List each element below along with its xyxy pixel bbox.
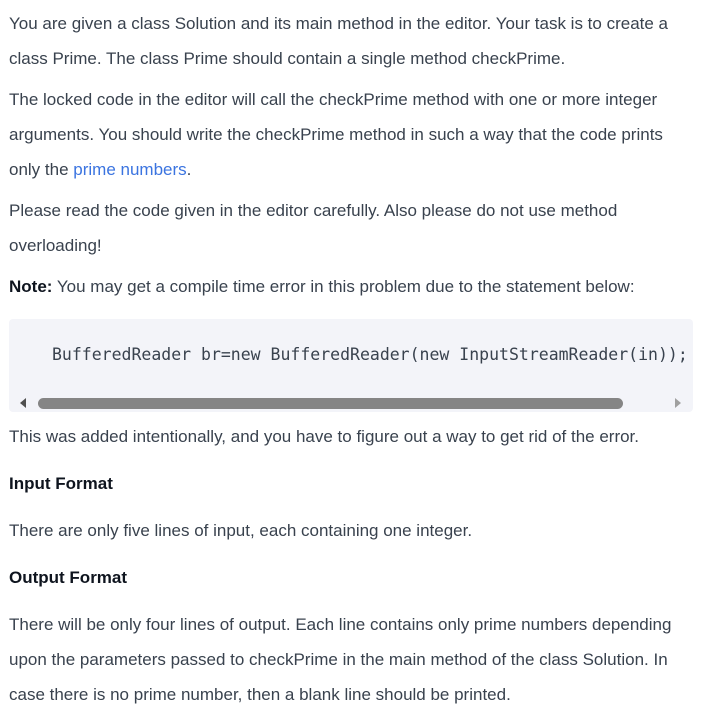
- intro-paragraph-1: You are given a class Solution and its main method in the editor. Your task is to create a class Prime. The class Prime should contain a single method checkPrime.: [9, 14, 668, 68]
- after-code-paragraph: This was added intentionally, and you have to figure out a way to get rid of the error.: [9, 427, 640, 446]
- intro-paragraph-3: Please read the code given in the editor carefully. Also please do not use method overloading!: [9, 201, 618, 255]
- prime-numbers-link[interactable]: prime numbers: [73, 160, 187, 179]
- intro-paragraph-2-end: .: [186, 160, 192, 179]
- intro-paragraph-2: [9, 82, 693, 187]
- scroll-right-arrow-icon[interactable]: [675, 398, 681, 408]
- input-format-heading: Input Format: [9, 474, 113, 493]
- horizontal-scrollbar-thumb[interactable]: [38, 398, 623, 409]
- intro-paragraph-2-text: The locked code in the editor will call the checkPrime method with one or more integer arguments. You should write the checkPrime method in such a way that the code prints only the: [9, 90, 663, 179]
- input-format-text: There are only five lines of input, each containing one integer.: [9, 521, 473, 540]
- problem-statement: [9, 0, 693, 712]
- output-format-text: There will be only four lines of output. Each line contains only prime numbers depending upon the parameters passed to checkPrime in the main method of the class Solution. In case there is no prime number, then a blank line should be printed.: [9, 615, 672, 704]
- note-label: Note:: [9, 277, 53, 296]
- note-paragraph: [9, 269, 693, 304]
- note-text: You may get a compile time error in this problem due to the statement below:: [52, 277, 635, 296]
- code-block[interactable]: [9, 319, 693, 412]
- output-format-heading: Output Format: [9, 568, 128, 587]
- scroll-left-arrow-icon[interactable]: [20, 398, 26, 408]
- code-line: BufferedReader br=new BufferedReader(new InputStreamReader(in));: [52, 345, 688, 364]
